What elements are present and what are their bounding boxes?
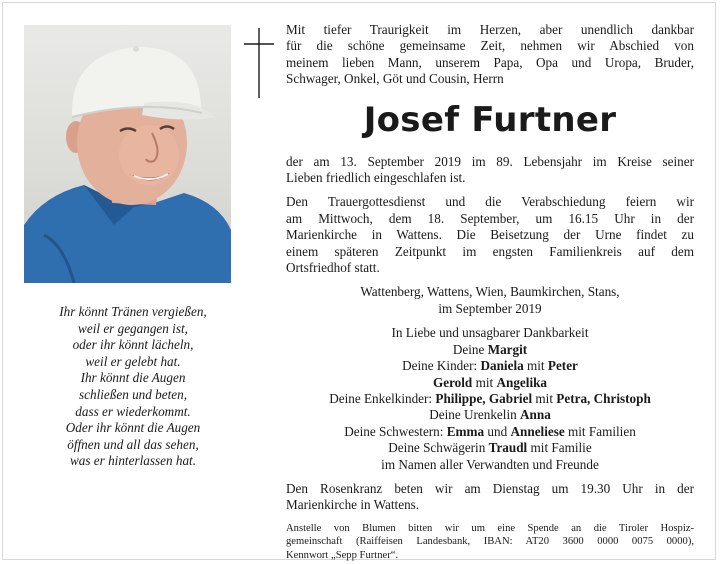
cross-icon (244, 28, 274, 98)
funeral-line: Den Trauergottesdienst und die Verabschiedung feiern wir (286, 194, 694, 210)
family-children (286, 358, 694, 374)
family-relatives: im Namen aller Verwandten und Freunde (381, 456, 599, 472)
sister-name: Emma (446, 423, 485, 439)
poem-line: weil er gelebt hat. (85, 353, 181, 369)
poem-line: schließen und beten, (78, 386, 188, 402)
label: Deine Schwestern: (344, 423, 447, 439)
donation-line: Anstelle von Blumen bitten wir um eine Spende an die Tiroler Hospiz- (286, 522, 694, 534)
poem-line: öffnen und all das sehen, (67, 436, 199, 452)
family-grandchildren (286, 391, 694, 407)
family-great-grandchild (286, 407, 694, 423)
death-line: der am 13. September 2019 im 89. Lebensjahr im Kreise seiner (286, 153, 694, 169)
partner-name: Angelika (496, 374, 548, 390)
label: Deine (452, 341, 488, 357)
place-date (286, 284, 694, 317)
funeral-line: am Mittwoch, dem 18. September, um 16.15 Uhr in der (286, 210, 694, 226)
funeral-paragraph (286, 194, 694, 276)
portrait-photo (24, 25, 231, 283)
poem-line: Ihr könnt die Augen (80, 370, 186, 386)
intro-line: für die schöne gemeinsame Zeit, nehmen wir Abschied von (286, 38, 694, 54)
sister-in-law-name: Traudl (488, 440, 528, 456)
poem-line: weil er gegangen ist, (78, 320, 188, 336)
connector: mit (472, 374, 497, 390)
funeral-line: einem späteren Zeitpunkt im engsten Familienkreis auf dem (286, 243, 694, 259)
family-wife (286, 342, 694, 358)
death-paragraph (286, 154, 694, 187)
funeral-line: Ortsfriedhof statt. (286, 260, 380, 276)
label: Deine Kinder: (402, 358, 481, 374)
poem-line: Oder ihr könnt die Augen (65, 420, 201, 436)
child-name: Gerold (432, 374, 473, 390)
family-sister-in-law (286, 440, 694, 456)
intro-line: Mit tiefer Traurigkeit im Herzen, aber unendlich dankbar (286, 22, 694, 37)
rosary-line: Den Rosenkranz beten wir am Dienstag um 19.30 Uhr in der (286, 480, 694, 496)
deceased-name: Josef Furtner (363, 99, 617, 140)
grandchildren-names: Philippe, Gabriel (435, 390, 533, 406)
connector: und (484, 423, 511, 439)
rosary-paragraph (286, 481, 694, 514)
date-line: im September 2019 (438, 300, 542, 316)
label: Deine Schwägerin (388, 440, 489, 456)
rosary-line: Marienkirche in Wattens. (286, 497, 420, 513)
great-grandchild-name: Anna (520, 407, 551, 423)
partner-name: Peter (547, 358, 578, 374)
poem-line: oder ihr könnt lächeln, (72, 337, 194, 353)
donation-line: Kennwort „Sepp Furtner“. (286, 549, 399, 561)
poem-line: Ihr könnt Tränen vergießen, (59, 304, 207, 319)
poem-line: dass er wiederkommt. (75, 403, 191, 419)
family-children-2 (286, 375, 694, 391)
intro-line: meinem lieben Mann, unserem Papa, Opa und Uropa, Bruder, (286, 54, 694, 70)
suffix: mit Familie (527, 440, 592, 456)
child-name: Daniela (480, 358, 524, 374)
intro-paragraph (286, 22, 694, 88)
connector: mit (523, 358, 548, 374)
connector: mit (532, 390, 557, 406)
main-text (286, 22, 694, 562)
place-line: Wattenberg, Wattens, Wien, Baumkirchen, Stans, (360, 284, 620, 300)
sister-name: Anneliese (510, 423, 565, 439)
suffix: mit Familien (564, 423, 636, 439)
poem (24, 304, 242, 470)
donation-line: gemeinschaft (Raiffeisen Landesbank, IBAN: AT20 3600 0000 0075 0000), (286, 536, 694, 548)
label: Deine Urenkelin (429, 407, 520, 423)
family-sisters (286, 424, 694, 440)
grandchildren-names: Petra, Christoph (556, 390, 651, 406)
intro-line: Schwager, Onkel, Göt und Cousin, Herrn (286, 71, 504, 87)
label: Deine Enkelkinder: (329, 390, 436, 406)
family-list (286, 325, 694, 473)
wife-name: Margit (487, 341, 528, 357)
family-intro: In Liebe und unsagbarer Dankbarkeit (391, 325, 589, 341)
funeral-line: Marienkirche in Wattens. Die Beisetzung der Urne findet zu (286, 227, 694, 243)
death-line: Lieben friedlich eingeschlafen ist. (286, 170, 466, 186)
poem-line: was er hinterlassen hat. (69, 453, 196, 469)
donation-paragraph (286, 522, 694, 562)
